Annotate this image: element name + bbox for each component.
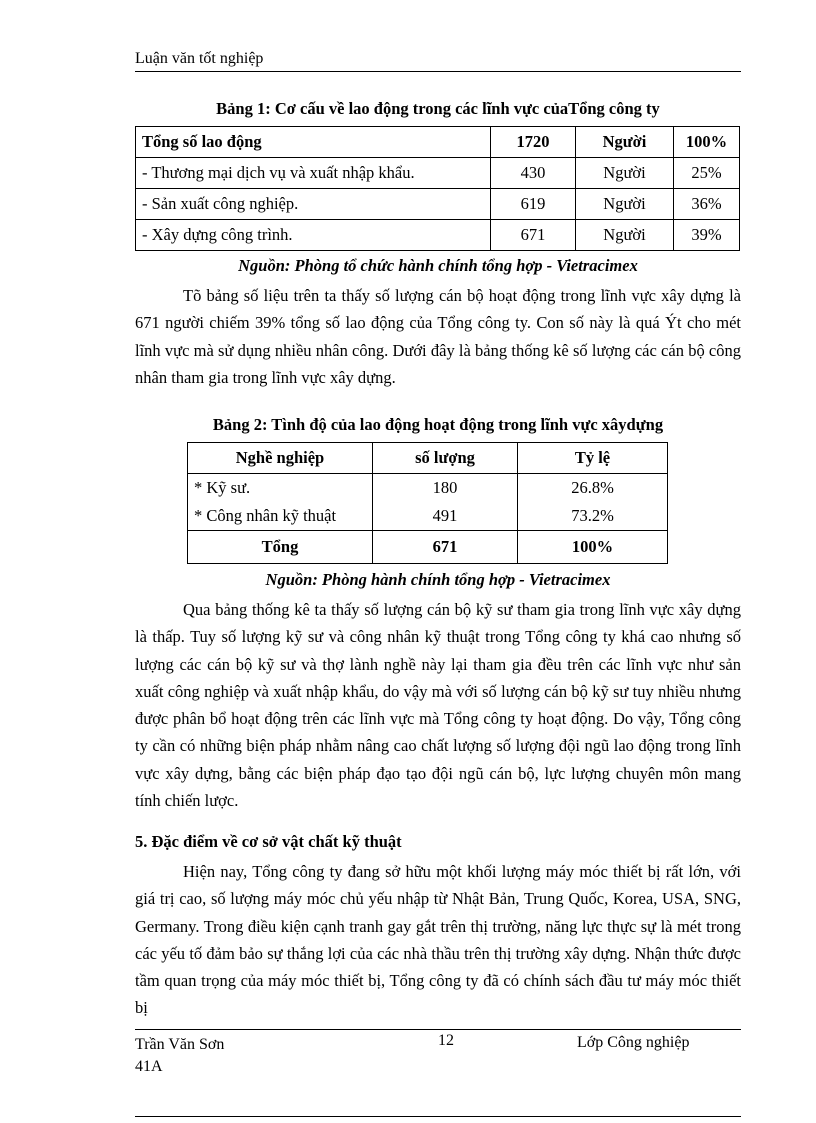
table-cell: 491 — [373, 502, 518, 531]
table-cell: 39% — [674, 220, 740, 251]
table-row — [136, 189, 740, 220]
table-header-cell: Tổng số lao động — [136, 127, 491, 158]
table-total-row — [188, 531, 668, 564]
footer-class-code: 41A — [135, 1058, 163, 1075]
section-heading: 5. Đặc điểm về cơ sở vật chất kỹ thuật — [135, 832, 402, 851]
table1-caption: Bảng 1: Cơ cấu về lao động trong các lĩnh vực củaTổng công ty — [216, 99, 660, 118]
table-header-cell: 100% — [674, 127, 740, 158]
table-cell: 36% — [674, 189, 740, 220]
paragraph-2 — [135, 596, 741, 814]
table-row — [136, 158, 740, 189]
footer-author: Trần Văn Sơn — [135, 1036, 225, 1053]
paragraph-1 — [135, 282, 741, 391]
bottom-rule — [135, 1116, 741, 1117]
table-header-cell: số lượng — [373, 443, 518, 474]
table-cell: 25% — [674, 158, 740, 189]
running-header: Luận văn tốt nghiệp — [135, 50, 264, 67]
table-cell: - Xây dựng công trình. — [136, 220, 491, 251]
table-cell: Người — [576, 189, 674, 220]
page-number: 12 — [438, 1032, 454, 1049]
table-cell: * Công nhân kỹ thuật — [188, 502, 373, 531]
paragraph-3 — [135, 858, 741, 1022]
table1-source: Nguồn: Phòng tổ chức hành chính tổng hợp - Vietracimex — [238, 256, 638, 275]
qualification-table — [187, 442, 668, 564]
table-cell: - Sản xuất công nghiệp. — [136, 189, 491, 220]
table-cell: 26.8% — [518, 474, 668, 503]
table-header-row — [136, 127, 740, 158]
table2-caption: Bảng 2: Tình độ của lao động hoạt động trong lĩnh vực xâydựng — [212, 415, 664, 434]
table-cell: 100% — [518, 531, 668, 564]
table-row — [136, 220, 740, 251]
table-cell: - Thương mại dịch vụ và xuất nhập khẩu. — [136, 158, 491, 189]
footer-class-name: Lớp Công nghiệp — [577, 1034, 690, 1051]
table-cell: 671 — [373, 531, 518, 564]
table-row — [188, 502, 668, 531]
table-cell: Tổng — [188, 531, 373, 564]
table-row — [188, 474, 668, 503]
table-header-cell: 1720 — [491, 127, 576, 158]
table-cell: 73.2% — [518, 502, 668, 531]
table-cell: 430 — [491, 158, 576, 189]
table-cell: 671 — [491, 220, 576, 251]
table-header-row — [188, 443, 668, 474]
footer-rule — [135, 1029, 741, 1030]
footer-author-block — [135, 1034, 224, 1078]
table-header-cell: Nghề nghiệp — [188, 443, 373, 474]
labor-structure-table — [135, 126, 740, 251]
table-header-cell: Tỷ lệ — [518, 443, 668, 474]
table-header-cell: Người — [576, 127, 674, 158]
table-cell: * Kỹ sư. — [188, 474, 373, 503]
paragraph-2-text: Qua bảng thống kê ta thấy số lượng cán bộ kỹ sư tham gia trong lĩnh vực xây dựng là thấp. Tuy số lượng kỹ sư và công nhân kỹ thuật trong Tổng công ty khá cao nhưng số lượng các cán bộ kỹ sư và thợ lành nghề này lại tham gia đều trên các lĩnh vực như sản xuất công nghiệp và xuất nhập khẩu, do vậy mà với số lượng cán bộ kỹ sư tuy nhiều nhưng được phân bổ hoạt động trên các lĩnh vực mà Tổng công ty hoạt động. Do vậy, Tổng công ty cần có những biện pháp nhằm nâng cao chất lượng số lượng đội ngũ lao động trong lĩnh vực xây dựng, bằng các biện pháp đạo tạo đội ngũ cán bộ, lực lượng chuyên môn mang tính chiến lược. — [135, 600, 741, 811]
paragraph-1-text: Tõ bảng số liệu trên ta thấy số lượng cán bộ hoạt động trong lĩnh vực xây dựng là 671 người chiếm 39% tổng số lao động của Tổng công ty. Con số này là quá Ýt cho mét lĩnh vực mà sử dụng nhiều nhân công. Dưới đây là bảng thống kê số lượng các cán bộ công nhân tham gia trong lĩnh vực xây dựng. — [135, 286, 741, 387]
paragraph-3-text: Hiện nay, Tổng công ty đang sở hữu một khối lượng máy móc thiết bị rất lớn, với giá trị cao, số lượng máy móc chủ yếu nhập từ Nhật Bản, Trung Quốc, Korea, USA, SNG, Germany. Trong điều kiện cạnh tranh gay gắt trên thị trường, năng lực thực sự là mét trong các yếu tố đảm bảo sự thắng lợi của các nhà thầu trên thị trường xây dựng. Nhận thức được tầm quan trọng của máy móc thiết bị, Tổng công ty đã có chính sách đầu tư máy móc thiết bị — [135, 862, 741, 1018]
header-rule — [135, 71, 741, 72]
table-cell: 619 — [491, 189, 576, 220]
table2-source: Nguồn: Phòng hành chính tổng hợp - Vietracimex — [265, 570, 611, 589]
table-cell: 180 — [373, 474, 518, 503]
table-cell: Người — [576, 220, 674, 251]
table-cell: Người — [576, 158, 674, 189]
